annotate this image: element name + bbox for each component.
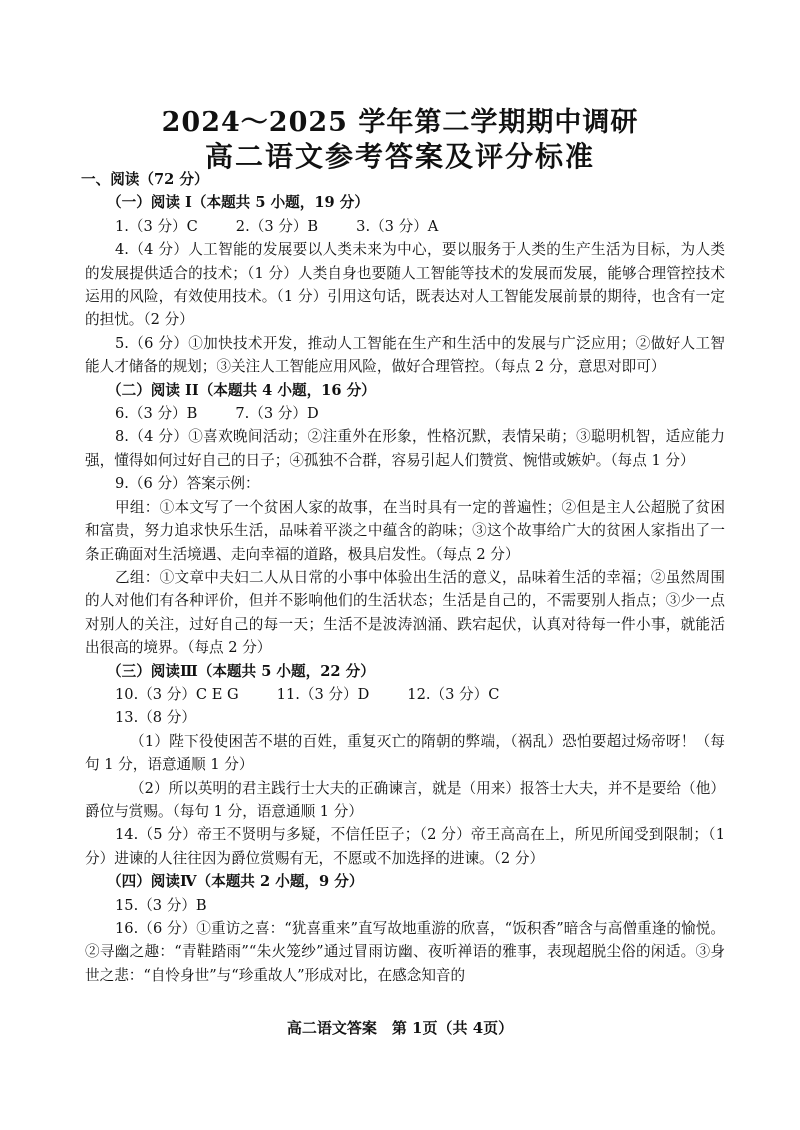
answer-3: 3.（3 分）A <box>356 217 439 235</box>
answer-4: 4.（4 分）人工智能的发展要以人类未来为中心，要以服务于人类的生产生活为目标，为人类的发展提供适合的技术；（1 分）人类自身也要随人工智能等技术的发展而发展，能够合理管控技术运用的风险，有效使用技术。（1 分）引用这句话，既表达对人工智能发展前景的期待，也含有一定的担忧。（2 分） <box>85 241 725 329</box>
answer-1: 1.（3 分）C <box>115 217 198 235</box>
answer-row-1-3 <box>85 215 725 238</box>
part-heading-reading-1: （一）阅读 I（本题共 5 小题，19 分） <box>107 194 369 212</box>
answer-13-2: （2）所以英明的君主践行士大夫的正确谏言，就是（用来）报答士大夫，并不是要给（他）爵位与赏赐。（每句 1 分，语意通顺 1 分） <box>85 779 725 820</box>
document-title: 高二语文参考答案及评分标准 <box>204 140 595 173</box>
part-heading-reading-2: （二）阅读 II（本题共 4 小题，16 分） <box>107 381 376 399</box>
answer-13-1: （1）陛下役使困苦不堪的百姓，重复灭亡的隋朝的弊端，（祸乱）恐怕要超过炀帝呀！（每句 1 分，语意通顺 1 分） <box>85 732 725 774</box>
part-heading-reading-3: （三）阅读Ⅲ（本题共 5 小题，22 分） <box>107 662 375 680</box>
answer-14: 14.（5 分）帝王不贤明与多疑，不信任臣子；（2 分）帝王高高在上，所见所闻受到限制；（1 分）进谏的人往往因为爵位赏赐有无，不愿或不加选择的进谏。（2 分） <box>85 826 725 867</box>
answer-content <box>81 168 725 987</box>
answer-7: 7.（3 分）D <box>235 405 319 423</box>
answer-row-15 <box>85 894 725 917</box>
answer-5: 5.（6 分）①加快技术开发，推动人工智能在生产和生活中的发展与广泛应用；②做好人工智能人才储备的规划；③关注人工智能应用风险，做好合理管控。（每点 2 分，意思对即可） <box>85 334 725 376</box>
answer-8: 8.（4 分）①喜欢晚间活动；②注重外在形象，性格沉默，表情呆萌；③聪明机智，适应能力强，懂得如何过好自己的日子；④孤独不合群，容易引起人们赞赏、惋惜或嫉妒。（每点 1 分） <box>85 428 725 469</box>
answer-2: 2.（3 分）B <box>235 217 319 235</box>
answer-15: 15.（3 分）B <box>115 896 207 914</box>
part-heading-reading-4: （四）阅读Ⅳ（本题共 2 小题，9 分） <box>107 873 364 891</box>
answer-11: 11.（3 分）D <box>276 685 370 703</box>
answer-9-group-b: 乙组：①文章中夫妇二人从日常的小事中体验出生活的意义，品味着生活的幸福；②虽然周围的人对他们有各种评价，但并不影响他们的生活状态；生活是自己的，不需要别人指点；③少一点对别人的关注，过好自己的每一天；生活不是波涛汹涌、跌宕起伏，认真对待每一件小事，就能活出很高的境界。（每点 2 分） <box>85 568 725 657</box>
answer-row-6-7 <box>85 402 725 425</box>
page-footer: 高二语文答案 第 1页（共 4页） <box>286 1019 514 1037</box>
answer-row-10-12 <box>85 683 725 706</box>
section-heading-reading: 一、阅读（72 分） <box>81 171 209 188</box>
answer-9: 9.（6 分）答案示例： <box>115 475 260 493</box>
answer-13: 13.（8 分） <box>115 709 196 727</box>
answer-6: 6.（3 分）B <box>115 405 198 423</box>
exam-title: 2024～2025 学年第二学期期中调研 <box>161 107 639 138</box>
answer-10: 10.（3 分）C E G <box>115 685 239 703</box>
answer-9-group-a: 甲组：①本文写了一个贫困人家的故事，在当时具有一定的普遍性；②但是主人公超脱了贫困和富贵，努力追求快乐生活，品味着平淡之中蕴含的韵味；③这个故事给广大的贫困人家指出了一条正确面对生活境遇、走向幸福的道路，极具启发性。（每点 2 分） <box>85 498 725 563</box>
answer-16: 16.（6 分）①重访之喜：“犹喜重来”直写故地重游的欣喜，“饭积香”暗含与高僧重逢的愉悦。②寻幽之趣：“青鞋踏雨”“朱火笼纱”通过冒雨访幽、夜听禅语的雅事，表现超脱尘俗的闲适。③身世之悲：“自怜身世”与“珍重故人”形成对比，在感念知音的 <box>85 920 725 984</box>
answer-12: 12.（3 分）C <box>407 685 500 703</box>
